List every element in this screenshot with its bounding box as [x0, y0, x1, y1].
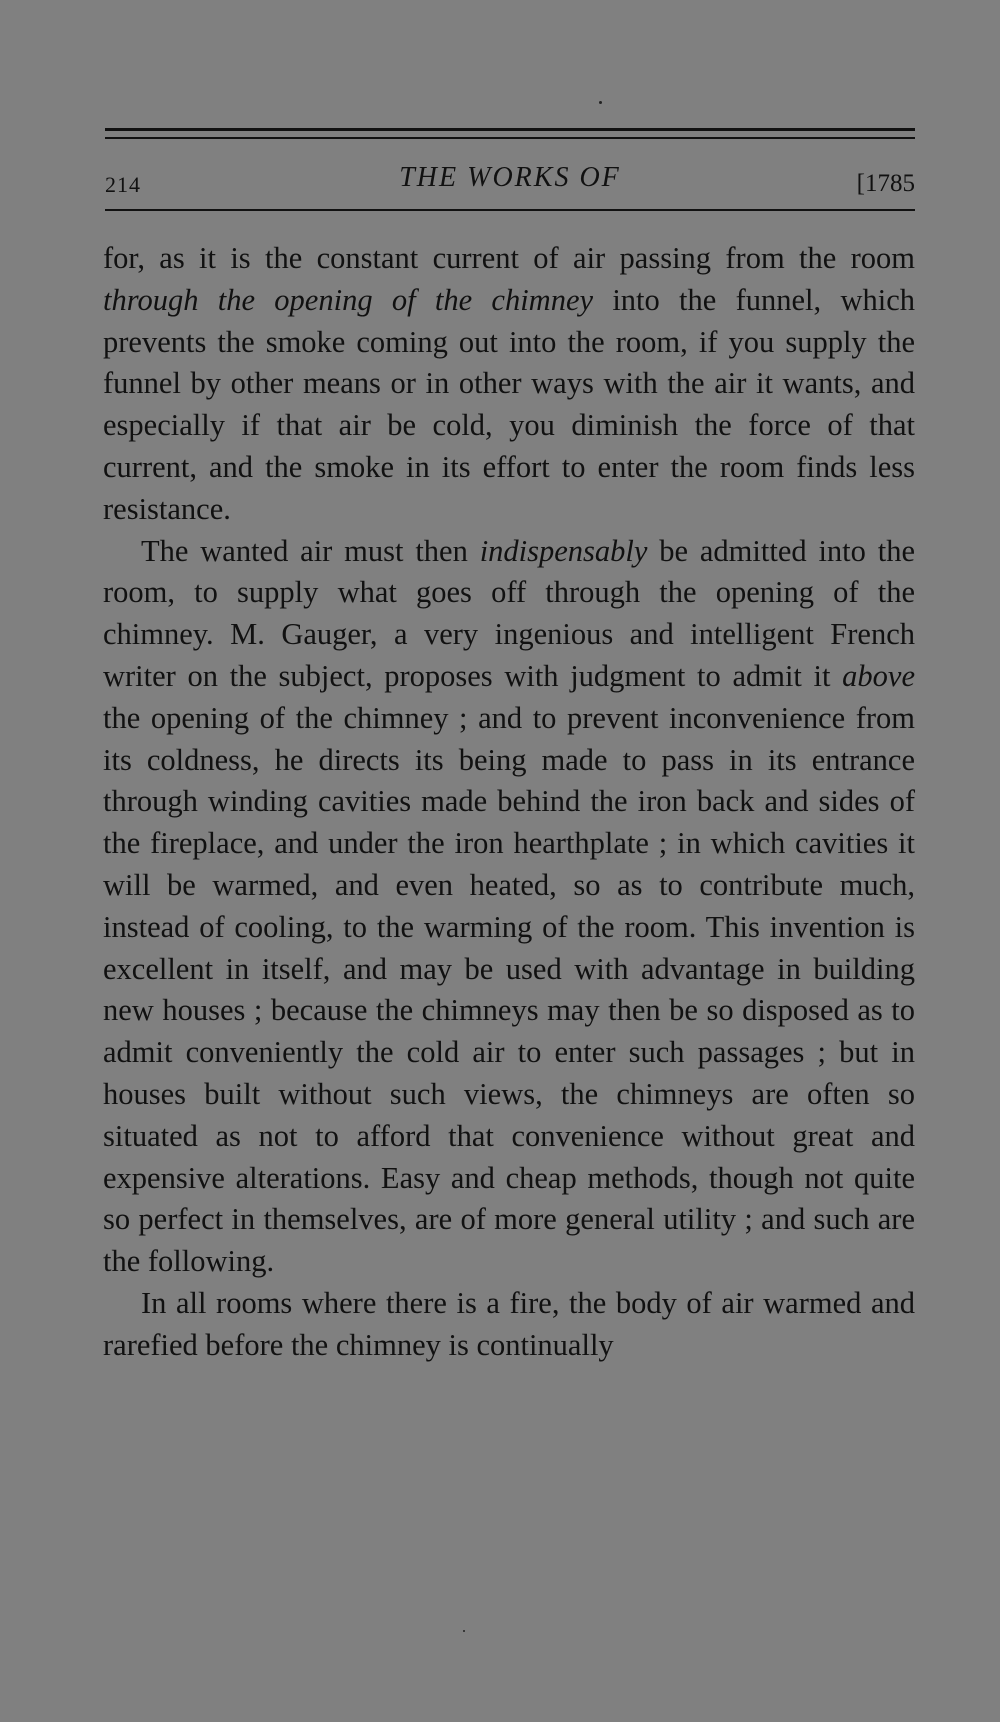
- text-run: into the funnel, which prevents the smoke coming out into the room, if you supply the funnel by other means or in other ways with the air it wants, and especially if that air be cold, you diminish the force of that current, and the smoke in its effort to enter the room finds less resistance.: [103, 282, 915, 526]
- running-title: THE WORKS OF: [399, 162, 621, 193]
- text-run: The wanted air must then: [141, 533, 480, 568]
- paragraph: [103, 238, 915, 531]
- paragraph: [103, 1283, 915, 1367]
- body-text: [103, 238, 915, 1367]
- ink-speck-bottom: [463, 1630, 465, 1632]
- text-run: for, as it is the constant current of air passing from the room: [103, 241, 915, 275]
- header-rule-bottom: [105, 209, 915, 211]
- page-number: 214: [105, 172, 141, 197]
- header-rule-top: [105, 128, 915, 131]
- text-run: be admitted into the room, to supply what goes off through the opening of the chimney. M. Gauger, a very ingenious and intelligent French writer on the subject, proposes with judgment to admit it: [103, 533, 916, 693]
- header-rule-second: [105, 137, 915, 139]
- text-run: In all rooms where there is a fire, the body of air warmed and rarefied before the chimney is continually: [103, 1285, 915, 1362]
- paragraph: [103, 531, 915, 1283]
- text-run: the opening of the chimney ; and to prevent inconvenience from its coldness, he directs its being made to pass in its entrance through winding cavities made behind the iron back and sides of the fireplace, and under the iron hearthplate ; in which cavities it will be warmed, and even heated, so as to contribute much, instead of cooling, to the warming of the room. This invention is excellent in itself, and may be used with advantage in building new houses ; because the chimneys may then be so disposed as to admit conveniently the cold air to enter such passages ; but in houses built without such views, the chimneys are often so situated as not to afford that convenience without great and expensive alterations. Easy and cheap methods, though not quite so perfect in themselves, are of more general utility ; and such are the following.: [103, 700, 915, 1279]
- italic-text: above: [842, 658, 915, 693]
- italic-text: through the opening of the chimney: [103, 282, 594, 317]
- ink-speck-top: [599, 101, 602, 104]
- running-head: [105, 160, 915, 200]
- italic-text: indispensably: [479, 533, 648, 568]
- running-year: [1785: [856, 170, 915, 197]
